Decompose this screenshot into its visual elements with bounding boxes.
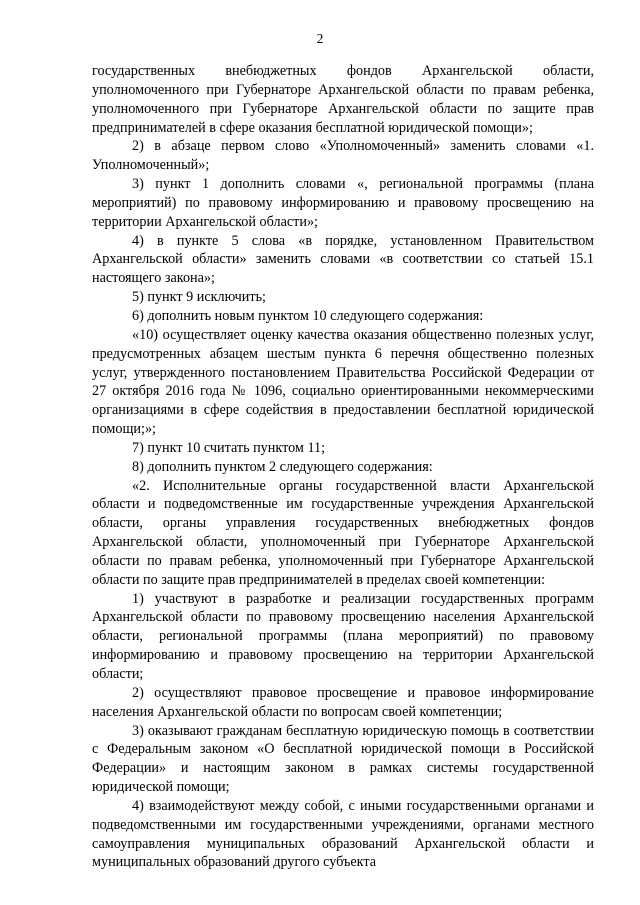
paragraph: 1) участвуют в разработке и реализации государственных программ Архангельской области по правовому просвещению населения Архангельской области, региональной программы (плана мероприятий) по правовому информированию и правовому просвещению на территории Архангельской области; (92, 590, 594, 682)
paragraph: государственных внебюджетных фондов Архангельской области, уполномоченного при Губернаторе Архангельской области по правам ребенка, уполномоченного при Губернаторе Архангельской области по защите прав предпринимателей в сфере оказания бесплатной юридической помощи»; (92, 63, 594, 136)
paragraph: 3) пункт 1 дополнить словами «, региональной программы (плана мероприятий) по правовому информированию и правовому просвещению на территории Архангельской области»; (92, 176, 594, 230)
paragraph: 7) пункт 10 считать пунктом 11; (132, 439, 326, 456)
paragraph: 8) дополнить пунктом 2 следующего содержания: (132, 458, 433, 475)
paragraph: 4) взаимодействуют между собой, с иными государственными органами и подведомственными им государственными учреждениями, органами местного самоуправления муниципальных образований Архангельской области и муниципальных образований другого субъекта (92, 797, 594, 871)
page-number: 2 (316, 31, 324, 46)
paragraph: «2. Исполнительные органы государственной власти Архангельской области и подведомственные им государственные учреждения Архангельской области, органы управления государственных внебюджетных фондов Архангельской области, уполномоченный при Губернаторе Архангельской области по правам ребенка, уполномоченный при Губернаторе Архангельской области по защите прав предпринимателей в пределах своей компетенции: (92, 477, 594, 588)
paragraph: 5) пункт 9 исключить; (132, 289, 266, 306)
paragraph: «10) осуществляет оценку качества оказания общественно полезных услуг, предусмотренных абзацем шестым пункта 6 перечня общественно полезных услуг, утвержденного постановлением Правительства Российской Федерации от 27 октября 2016 года № 1096, социально ориентированными некоммерческими организациями в сфере содействия в предоставлении бесплатной юридической помощи;»; (92, 326, 594, 438)
document-text-body (92, 62, 594, 872)
paragraph: 3) оказывают гражданам бесплатную юридическую помощь в соответствии с Федеральным законом «О бесплатной юридической помощи в Российской Федерации» и настоящим законом в рамках системы государственной юридической помощи; (92, 722, 594, 796)
paragraph: 2) в абзаце первом слово «Уполномоченный» заменить словами «1. Уполномоченный»; (92, 138, 594, 174)
paragraph: 4) в пункте 5 слова «в порядке, установленном Правительством Архангельской области» заменить словами «в соответствии со статьей 15.1 настоящего закона»; (92, 232, 594, 287)
paragraph: 2) осуществляют правовое просвещение и правовое информирование населения Архангельской области по вопросам своей компетенции; (92, 684, 594, 720)
paragraph: 6) дополнить новым пунктом 10 следующего содержания: (132, 307, 484, 324)
